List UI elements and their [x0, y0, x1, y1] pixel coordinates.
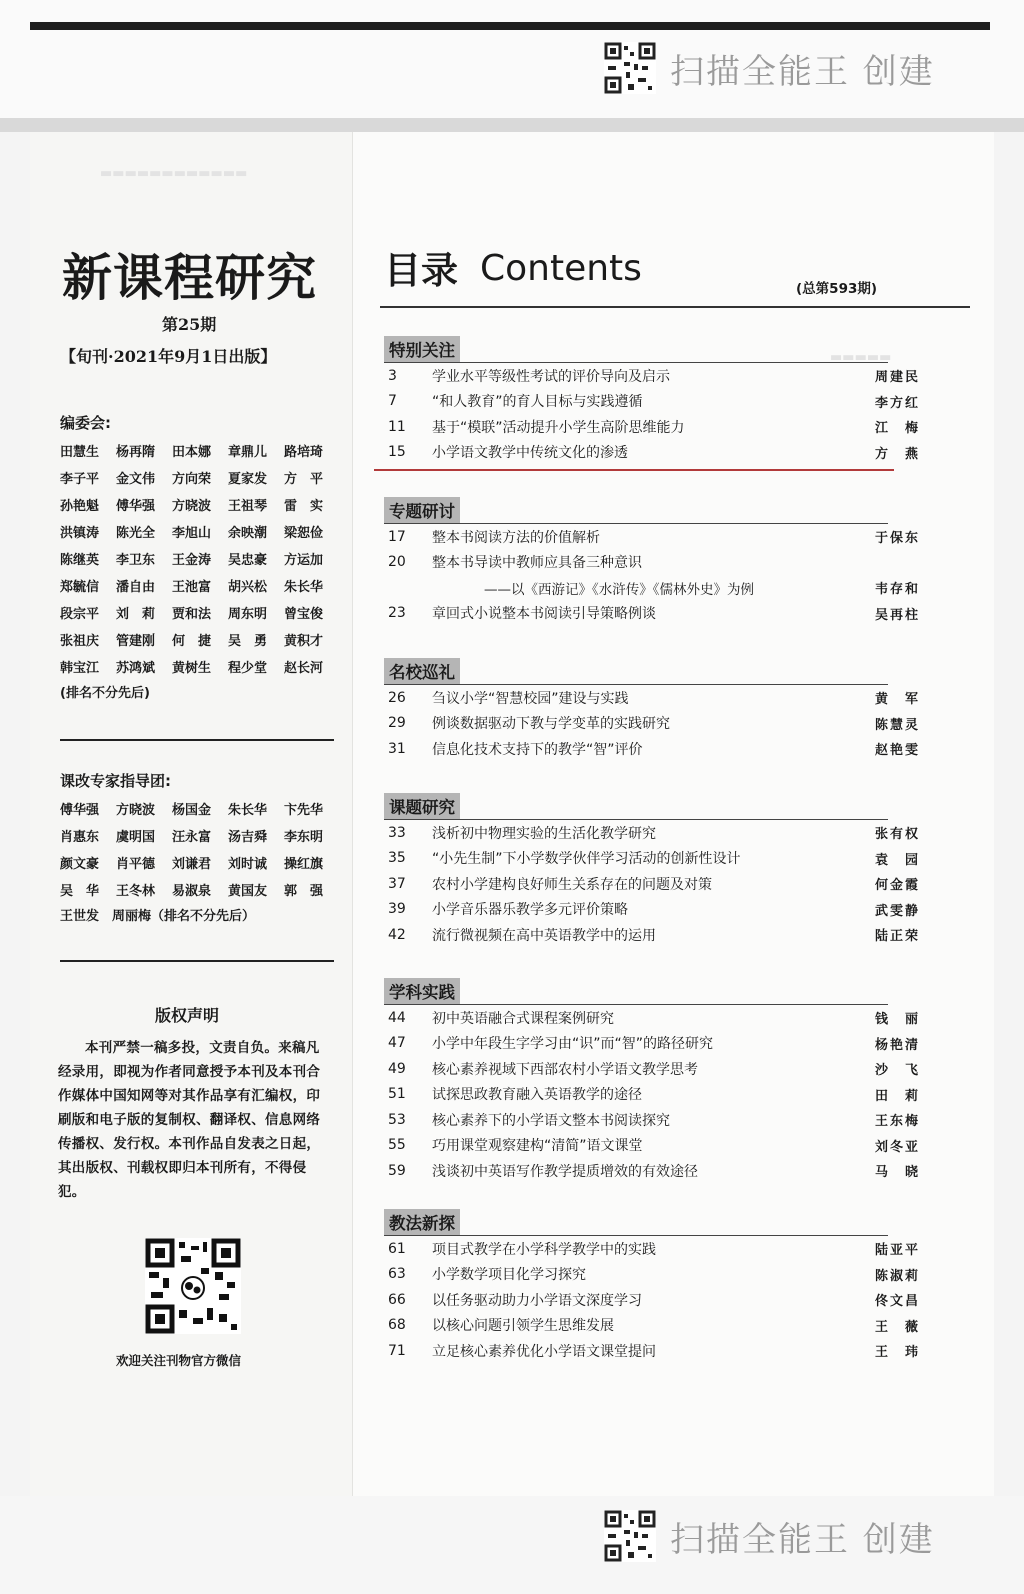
toc-entry [388, 1313, 920, 1339]
divider [60, 739, 334, 741]
person-name: 黄积才 [284, 634, 324, 649]
toc-entry [388, 1236, 920, 1262]
page-number: 29 [388, 715, 406, 732]
toc-section [388, 336, 920, 465]
article-title: 立足核心素养优化小学语文课堂提问 [432, 1343, 656, 1360]
person-name: 王池富 [172, 580, 212, 595]
page-number: 63 [388, 1266, 406, 1283]
scan-gap [0, 118, 1024, 132]
person-name: 章鼎儿 [228, 445, 268, 460]
article-title: 学业水平等级性考试的评价导向及启示 [432, 368, 670, 385]
article-author: 于保东 [874, 531, 920, 547]
toc-entry [388, 363, 920, 389]
person-name: 王祖琴 [228, 499, 268, 514]
watermark-top [604, 42, 935, 94]
person-name: 苏鸿斌 [116, 661, 156, 676]
page-number: 51 [388, 1086, 406, 1103]
expert-last-row: 王世发 周丽梅（排名不分先后） [60, 909, 256, 924]
article-title: “和人教育”的育人目标与实践遵循 [432, 394, 643, 411]
article-author: 马 晓 [874, 1165, 920, 1181]
toc-top-rule [380, 306, 970, 308]
toc-heading: 目录 [384, 249, 458, 292]
toc-entry [388, 736, 920, 762]
page-number: 39 [388, 901, 406, 918]
person-name: 肖惠东 [60, 830, 100, 845]
article-author: 何金霞 [874, 878, 920, 894]
person-name: 卞先华 [284, 803, 324, 818]
article-title: 信息化技术支持下的教学“智”评价 [432, 741, 643, 758]
name-row [60, 822, 340, 849]
person-name: 王金涛 [172, 553, 212, 568]
toc-entry [388, 1133, 920, 1159]
toc-section [388, 978, 920, 1184]
person-name: 赵长河 [284, 661, 324, 676]
article-title: 例谈数据驱动下教与学变革的实践研究 [432, 716, 670, 733]
person-name: 陈继英 [60, 553, 100, 568]
page-number: 53 [388, 1111, 406, 1128]
person-name: 周东明 [228, 607, 268, 622]
article-author: 韦存和 [874, 582, 920, 598]
name-row [60, 491, 340, 518]
toc-entry [388, 1287, 920, 1313]
person-name: 刘时诚 [228, 857, 268, 872]
article-author: 王 玮 [874, 1345, 920, 1361]
article-author: 李方红 [874, 395, 920, 411]
article-title: 浅谈初中英语写作教学提质增效的有效途径 [432, 1163, 698, 1180]
article-title: 浅析初中物理实验的生活化教学研究 [432, 825, 656, 842]
page-number: 55 [388, 1137, 406, 1154]
article-author: 张有权 [874, 827, 920, 843]
page-edge-shadow [30, 22, 990, 30]
person-name: 汤吉舜 [228, 830, 268, 845]
toc-entry [388, 440, 920, 466]
person-name: 贾和法 [172, 607, 212, 622]
toc-entry [388, 871, 920, 897]
watermark-qr-icon [604, 42, 656, 94]
person-name: 刘谦君 [172, 857, 212, 872]
person-name: 吴 勇 [228, 634, 268, 649]
person-name: 吴忠豪 [228, 553, 268, 568]
name-row [60, 876, 340, 903]
page-number: 7 [388, 393, 397, 410]
person-name: 段宗平 [60, 607, 100, 622]
name-row [60, 572, 340, 599]
person-name: 颜文豪 [60, 857, 100, 872]
page-number: 11 [388, 418, 406, 435]
person-name: 陈光全 [116, 526, 156, 541]
section-heading: 专题研讨 [384, 497, 460, 523]
person-name: 韩宝江 [60, 661, 100, 676]
person-name: 李卫东 [116, 553, 156, 568]
person-name: 李旭山 [172, 526, 212, 541]
person-name: 余映潮 [228, 526, 268, 541]
page-number: 35 [388, 850, 406, 867]
toc-entry [388, 1158, 920, 1184]
name-row [60, 599, 340, 626]
magazine-title: 新课程研究 [62, 248, 317, 307]
page-number: 37 [388, 875, 406, 892]
person-name: 何 捷 [172, 634, 212, 649]
person-name: 郑毓信 [60, 580, 100, 595]
page-number: 61 [388, 1240, 406, 1257]
person-name: 杨再隋 [116, 445, 156, 460]
article-title: 项目式教学在小学科学教学中的实践 [432, 1241, 656, 1258]
person-name: 操红旗 [284, 857, 324, 872]
watermark-text: 扫描全能王 创建 [670, 51, 935, 92]
pen-underline-mark [374, 469, 894, 471]
toc-entry [388, 922, 920, 948]
toc-section [388, 658, 920, 762]
article-title: 试探思政教育融入英语教学的途径 [432, 1087, 642, 1104]
page-number: 31 [388, 740, 406, 757]
toc-heading-en: Contents [480, 248, 642, 289]
qr-caption: 欢迎关注刊物官方微信 [116, 1353, 242, 1368]
article-author: 陈淑莉 [874, 1268, 920, 1284]
article-title: 小学语文教学中传统文化的渗透 [432, 445, 628, 462]
person-name: 黄国友 [228, 884, 268, 899]
person-name: 易淑泉 [172, 884, 212, 899]
article-title: 核心素养下的小学语文整本书阅读探究 [432, 1112, 670, 1129]
name-row [60, 464, 340, 491]
toc-entry [388, 1056, 920, 1082]
watermark-qr-icon [604, 1510, 656, 1562]
issue-number: 第25期 [162, 315, 217, 334]
article-author: 田 莉 [874, 1088, 920, 1104]
article-author: 吴再柱 [874, 607, 920, 623]
page-number: 17 [388, 528, 406, 545]
person-name: 王冬林 [116, 884, 156, 899]
toc-section [388, 1209, 920, 1364]
person-name: 朱长华 [228, 803, 268, 818]
page-number: 68 [388, 1317, 406, 1334]
person-name: 刘 莉 [116, 607, 156, 622]
page-number: 15 [388, 444, 406, 461]
expert-group-names [60, 795, 340, 930]
article-author: 黄 军 [874, 692, 920, 708]
article-author: 沙 飞 [874, 1063, 920, 1079]
toc-entry [388, 601, 920, 627]
article-author: 钱 丽 [874, 1012, 920, 1028]
person-name: 方晓波 [172, 499, 212, 514]
article-title: 整本书导读中教师应具备三种意识 [432, 555, 642, 572]
article-title: 小学中年段生字学习由“识”而“智”的路径研究 [432, 1036, 714, 1053]
toc-entry [388, 1338, 920, 1364]
page-number: 47 [388, 1035, 406, 1052]
article-author: 周建民 [874, 370, 920, 386]
article-author: 陈慧灵 [874, 717, 920, 733]
article-author: 袁 园 [874, 852, 920, 868]
toc-entry [388, 414, 920, 440]
toc-entry [388, 1005, 920, 1031]
article-title: 初中英语融合式课程案例研究 [432, 1010, 614, 1027]
person-name: 路培琦 [284, 445, 324, 460]
section-heading: 学科实践 [384, 978, 460, 1004]
article-title: 以核心问题引领学生思维发展 [432, 1318, 614, 1335]
article-author: 方 燕 [874, 446, 920, 462]
person-name: 程少堂 [228, 661, 268, 676]
article-author: 佟文昌 [874, 1294, 920, 1310]
article-title: 刍议小学“智慧校园”建设与实践 [432, 690, 629, 707]
toc-entry [388, 711, 920, 737]
article-author: 王东梅 [874, 1114, 920, 1130]
toc-entry [388, 524, 920, 550]
person-name: 傅华强 [116, 499, 156, 514]
page-number: 20 [388, 554, 406, 571]
article-title: 章回式小说整本书阅读引导策略例谈 [432, 606, 656, 623]
person-name: 雷 实 [284, 499, 324, 514]
toc-section [388, 793, 920, 948]
person-name: 方晓波 [116, 803, 156, 818]
person-name: 虞明国 [116, 830, 156, 845]
copyright-body: 本刊严禁一稿多投，文责自负。来稿凡经录用，即视为作者同意授予本刊及本刊合作媒体中国知网等对其作品享有汇编权，印刷版和电子版的复制权、翻译权、信息网络传播权、发行权。本刊作品自发表之日起，其出版权、刊载权即归本刊所有，不得侵犯。 [58, 1040, 321, 1200]
article-title: 以任务驱动助力小学语文深度学习 [432, 1292, 642, 1309]
article-author: 陆亚平 [874, 1243, 920, 1259]
page-number: 42 [388, 926, 406, 943]
page-number: 71 [388, 1342, 406, 1359]
name-row [60, 849, 340, 876]
name-row [60, 545, 340, 572]
toc-entry [388, 685, 920, 711]
person-name: 朱长华 [284, 580, 324, 595]
article-author: 刘冬亚 [874, 1139, 920, 1155]
name-row [60, 626, 340, 653]
bleed-through-texture: ▬▬▬▬▬ [830, 350, 892, 365]
page-number: 26 [388, 689, 406, 706]
wechat-qr-code [145, 1238, 241, 1334]
article-title: “小先生制”下小学数学伙伴学习活动的创新性设计 [432, 851, 741, 868]
article-title: 巧用课堂观察建构“清简”语文课堂 [432, 1138, 643, 1155]
divider [60, 960, 334, 962]
article-author: 杨艳清 [874, 1037, 920, 1053]
person-name: 管建刚 [116, 634, 156, 649]
ranking-note: (排名不分先后) [60, 686, 150, 701]
toc-entry [388, 1031, 920, 1057]
article-title: 小学音乐器乐教学多元评价策略 [432, 902, 628, 919]
watermark-text: 扫描全能王 创建 [670, 1519, 935, 1560]
toc-section [388, 497, 920, 626]
person-name: 夏家发 [228, 472, 268, 487]
toc-entry [388, 1082, 920, 1108]
expert-group-label: 课改专家指导团: [60, 772, 171, 790]
name-row [60, 795, 340, 822]
person-name: 方向荣 [172, 472, 212, 487]
article-title: 整本书阅读方法的价值解析 [432, 529, 600, 546]
page-number: 23 [388, 605, 406, 622]
person-name: 汪永富 [172, 830, 212, 845]
page-number: 3 [388, 367, 397, 384]
person-name: 郭 强 [284, 884, 324, 899]
person-name: 杨国金 [172, 803, 212, 818]
person-name: 胡兴松 [228, 580, 268, 595]
article-title: 农村小学建构良好师生关系存在的问题及对策 [432, 876, 712, 893]
article-author: 武雯静 [874, 903, 920, 919]
person-name: 方运加 [284, 553, 324, 568]
bleed-through-texture: ▬▬▬▬▬▬▬▬▬▬▬▬ [100, 166, 248, 181]
toc-entry [388, 575, 920, 601]
article-title: 小学数学项目化学习探究 [432, 1267, 586, 1284]
person-name: 田慧生 [60, 445, 100, 460]
person-name: 黄树生 [172, 661, 212, 676]
editorial-board-names [60, 437, 340, 707]
person-name: 金文伟 [116, 472, 156, 487]
person-name: 肖平德 [116, 857, 156, 872]
article-title: 基于“模联”活动提升小学生高阶思维能力 [432, 419, 685, 436]
watermark-bottom [604, 1510, 935, 1562]
toc-entry [388, 820, 920, 846]
section-heading: 名校巡礼 [384, 658, 460, 684]
person-name: 孙艳魁 [60, 499, 100, 514]
total-issue-number: (总第593期) [796, 281, 878, 297]
toc-entry [388, 897, 920, 923]
section-heading: 教法新探 [384, 1209, 460, 1235]
page-number: 66 [388, 1291, 406, 1308]
scanner-top-strip [0, 0, 1024, 118]
page-number: 49 [388, 1060, 406, 1077]
person-name: 吴 华 [60, 884, 100, 899]
name-row [60, 518, 340, 545]
page-number: 44 [388, 1009, 406, 1026]
section-heading: 特别关注 [384, 336, 460, 362]
toc-entry [388, 1107, 920, 1133]
page-number: 33 [388, 824, 406, 841]
article-title: ——以《西游记》《水浒传》《儒林外史》为例 [484, 581, 754, 598]
name-row [60, 653, 340, 680]
person-name: 李子平 [60, 472, 100, 487]
scanner-bottom-strip [0, 1496, 1024, 1594]
article-author: 赵艳雯 [874, 743, 920, 759]
toc-entry [388, 1262, 920, 1288]
person-name: 张祖庆 [60, 634, 100, 649]
publication-info: 【旬刊·2021年9月1日出版】 [60, 347, 277, 366]
person-name: 曾宝俊 [284, 607, 324, 622]
toc-entry [388, 389, 920, 415]
copyright-title: 版权声明 [155, 1006, 220, 1025]
article-title: 核心素养视域下西部农村小学语文教学思考 [432, 1061, 698, 1078]
article-author: 江 梅 [874, 421, 920, 437]
toc-entry [388, 846, 920, 872]
article-title: 流行微视频在高中英语教学中的运用 [432, 927, 656, 944]
person-name: 洪镇涛 [60, 526, 100, 541]
editorial-board-label: 编委会: [60, 414, 111, 432]
article-author: 王 薇 [874, 1319, 920, 1335]
person-name: 李东明 [284, 830, 324, 845]
toc-entry [388, 550, 920, 576]
person-name: 潘自由 [116, 580, 156, 595]
section-heading: 课题研究 [384, 793, 460, 819]
name-row [60, 437, 340, 464]
person-name: 方 平 [284, 472, 324, 487]
page-number: 59 [388, 1162, 406, 1179]
person-name: 田本娜 [172, 445, 212, 460]
person-name: 梁恕俭 [284, 526, 324, 541]
person-name: 傅华强 [60, 803, 100, 818]
article-author: 陆正荣 [874, 929, 920, 945]
